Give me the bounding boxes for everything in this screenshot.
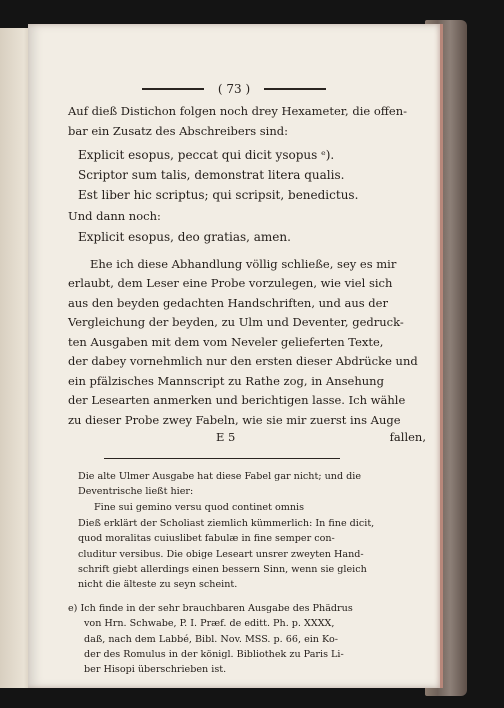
footnote-divider [104, 458, 340, 459]
page-number: ( 73 ) [217, 82, 251, 96]
footnote-line: ber Hisopi überschrieben ist. [84, 664, 227, 676]
footnote-verse: Fine sui gemino versu quod continet omnis [94, 501, 305, 513]
latin-verse: Est liber hic scriptus; qui scripsit, benedictus. [78, 188, 359, 202]
header-rule-left [142, 88, 204, 90]
catchword: fallen, [389, 430, 426, 444]
footnote-line: von Hrn. Schwabe, P. I. Præf. de editt. Ph. p. XXXX, [84, 618, 335, 630]
latin-verse: Explicit esopus, deo gratias, amen. [78, 229, 291, 244]
footnote-line: nicht die älteste zu seyn scheint. [78, 579, 238, 591]
footnote-line: schrift giebt allerdings einen bessern Sinn, wenn sie gleich [78, 564, 367, 576]
main-text [68, 102, 428, 678]
signature-row [68, 430, 428, 448]
book-page [28, 24, 443, 688]
text-line: bar ein Zusatz des Abschreibers sind: [68, 123, 288, 138]
text-line: der dabey vornehmlich nur den ersten dieser Abdrücke und [68, 354, 418, 368]
signature-mark: E 5 [216, 430, 236, 444]
footnote-line: Dieß erklärt der Scholiast ziemlich kümmerlich: In fine dicit, [78, 517, 375, 529]
footnote-line: Die alte Ulmer Ausgabe hat diese Fabel gar nicht; und die [78, 471, 362, 482]
text-line: ten Ausgaben mit dem vom Neveler gelieferten Texte, [68, 334, 384, 349]
footnote-line: Deventrische ließt hier: [78, 486, 194, 498]
footnote-line: quod moralitas cuiuslibet fabulæ in fine semper con- [78, 533, 335, 545]
text-line: erlaubt, dem Leser eine Probe vorzulegen, wie viel sich [68, 276, 393, 290]
latin-verse: Scriptor sum talis, demonstrat litera qualis. [78, 168, 345, 182]
text-line: zu dieser Probe zwey Fabeln, wie sie mir zuerst ins Auge [68, 412, 401, 427]
footnote-line: daß, nach dem Labbé, Bibl. Nov. MSS. p. 66, ein Ko- [84, 633, 338, 645]
header-rule-right [264, 88, 326, 90]
footnote-line: der des Romulus in der königl. Bibliothek zu Paris Li- [84, 649, 344, 661]
text-line: Auf dieß Distichon folgen noch drey Hexameter, die offen- [68, 104, 408, 118]
text-line: Ehe ich diese Abhandlung völlig schließe, sey es mir [90, 256, 397, 271]
latin-verse: Explicit esopus, peccat qui dicit ysopus ᵉ). [78, 148, 335, 162]
footnote-line: cluditur versibus. Die obige Leseart unsrer zweyten Hand- [78, 548, 364, 560]
text-line: Und dann noch: [68, 209, 161, 223]
text-line: aus den beyden gedachten Handschriften, und aus der [68, 295, 388, 310]
text-line: ein pfälzisches Mannscript zu Rathe zog, in Ansehung [68, 373, 384, 388]
text-line: Vergleichung der beyden, zu Ulm und Deventer, gedruck- [68, 315, 404, 329]
page-header [28, 82, 440, 96]
text-line: der Lesearten anmerken und berichtigen lasse. Ich wähle [68, 393, 406, 407]
footnote-line: e) Ich finde in der sehr brauchbaren Ausgabe des Phädrus [68, 602, 353, 614]
